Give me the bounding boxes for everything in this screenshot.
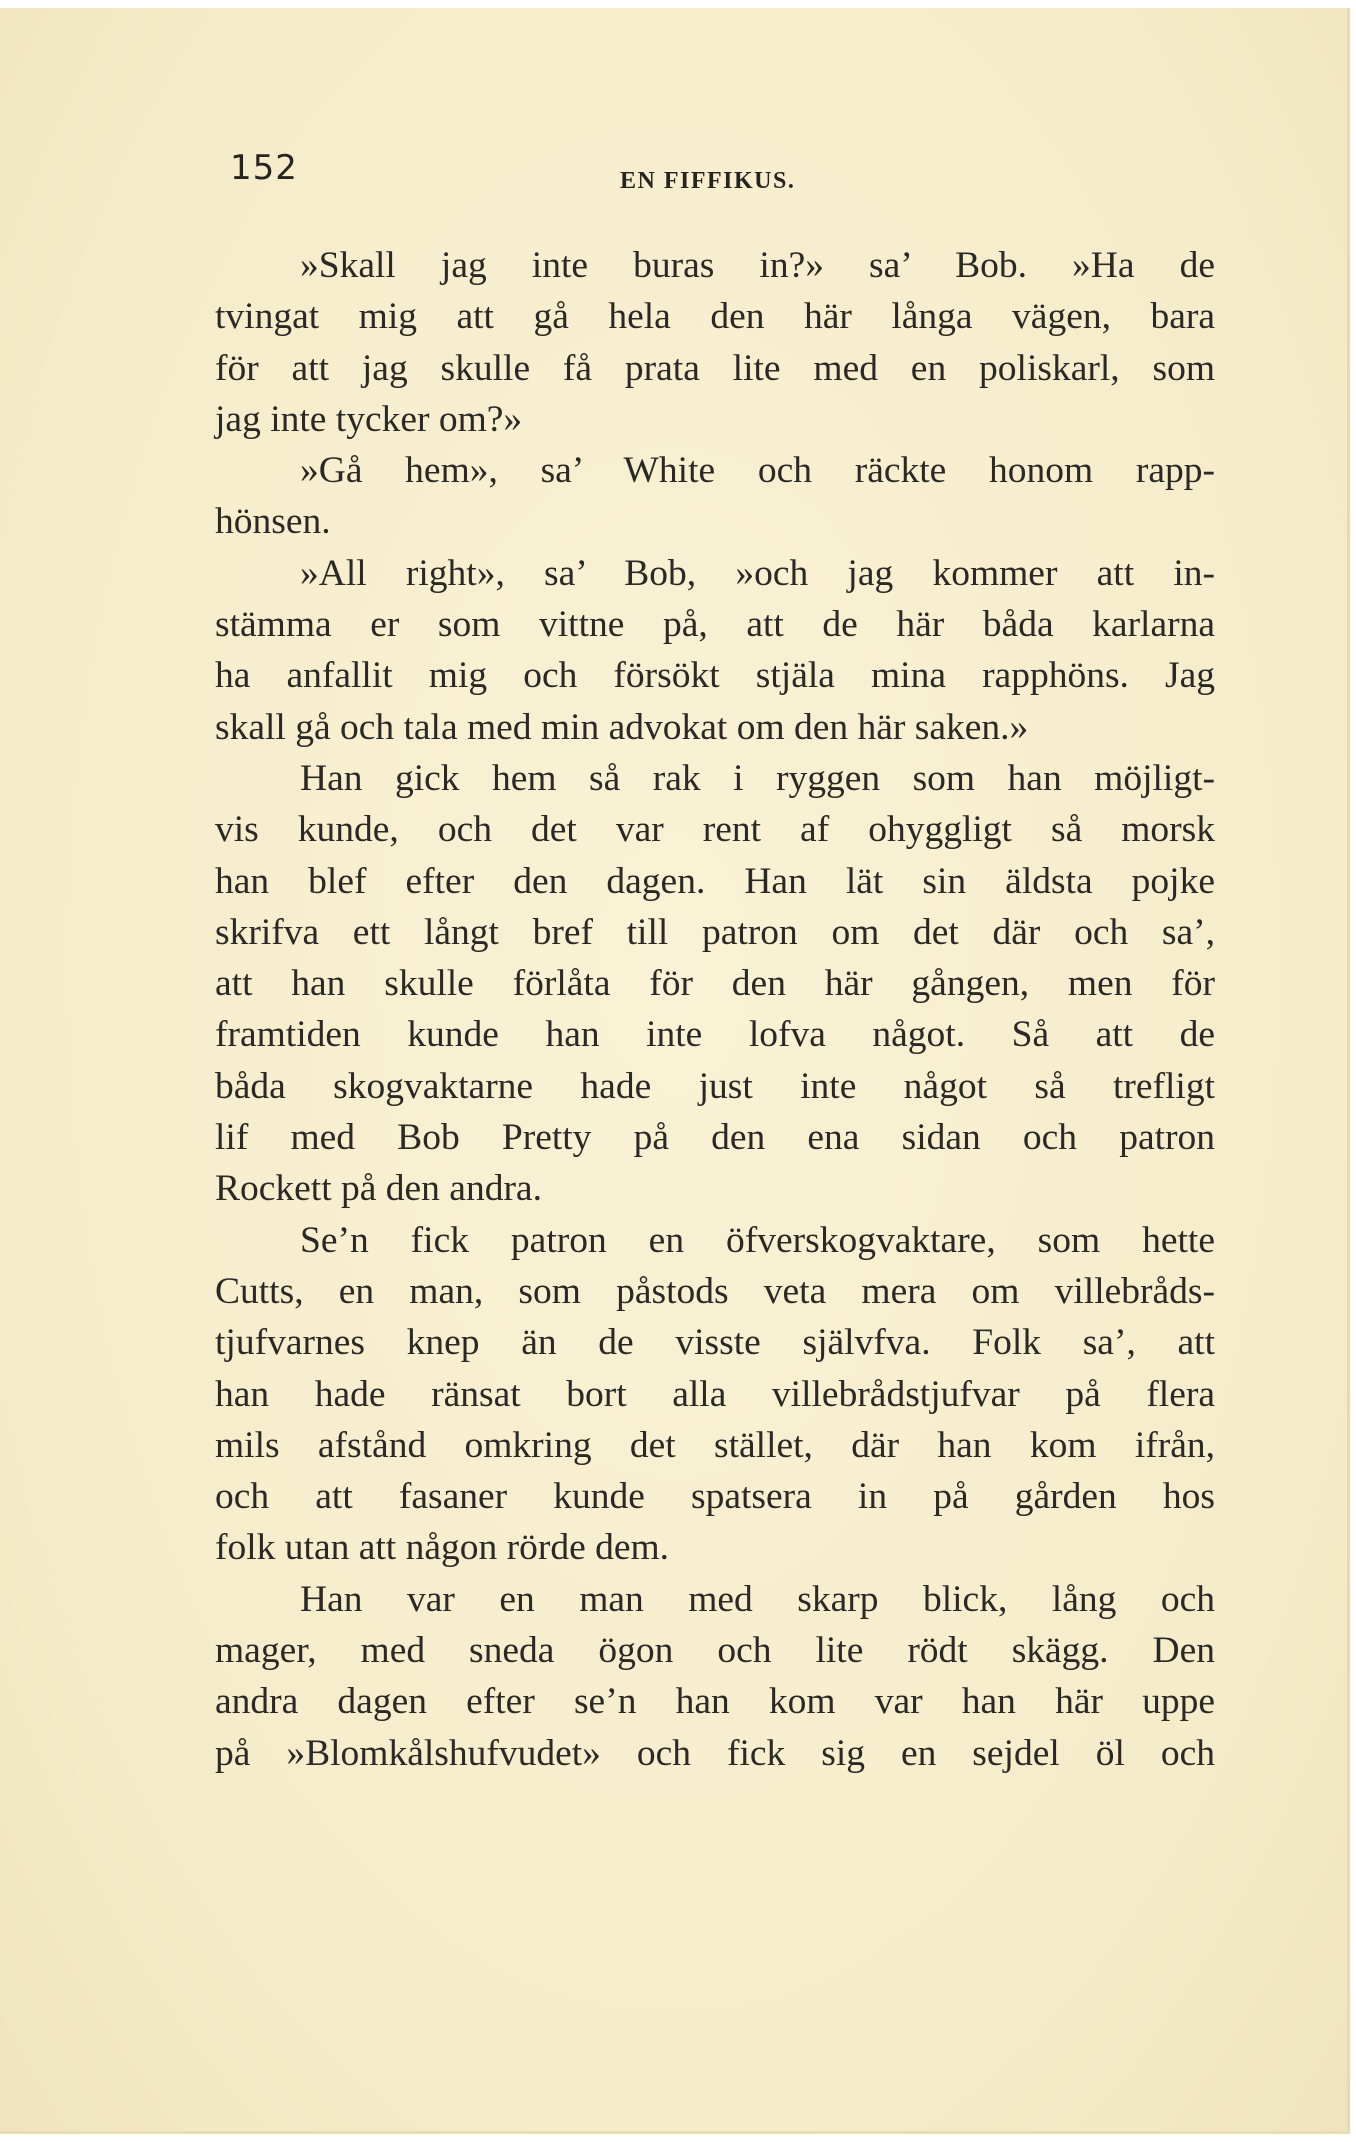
text-line: skall gå och tala med min advokat om den här saken.» xyxy=(215,706,1029,748)
book-page xyxy=(0,8,1350,2134)
text-line: mager, med sneda ögon och lite rödt skägg. Den xyxy=(215,1630,1215,1672)
text-line: stämma er som vittne på, att de här båda karlarna xyxy=(215,604,1215,646)
text-line: lif med Bob Pretty på den ena sidan och patron xyxy=(215,1117,1215,1159)
text-line: Han gick hem så rak i ryggen som han möjligt- xyxy=(300,757,1215,799)
text-line: tvingat mig att gå hela den här långa vägen, bara xyxy=(215,296,1215,338)
text-line: »Skall jag inte buras in?» sa’ Bob. »Ha de xyxy=(300,245,1215,286)
text-line: han hade ränsat bort alla villebrådstjufvar på flera xyxy=(215,1373,1215,1415)
body-text xyxy=(215,240,1215,1779)
text-line: att han skulle förlåta för den här gången, men för xyxy=(215,963,1215,1005)
page-header xyxy=(0,148,1347,208)
text-line: han blef efter den dagen. Han lät sin äldsta pojke xyxy=(215,860,1215,902)
text-line: Se’n fick patron en öfverskogvaktare, som hette xyxy=(300,1219,1215,1261)
page-number: 152 xyxy=(230,148,298,188)
text-line: hönsen. xyxy=(215,501,331,543)
text-line: mils afstånd omkring det stället, där han kom ifrån, xyxy=(215,1424,1215,1466)
text-line: jag inte tycker om?» xyxy=(215,398,523,440)
text-line: ha anfallit mig och försökt stjäla mina rapphöns. Jag xyxy=(215,655,1215,697)
text-line: Rockett på den andra. xyxy=(215,1168,542,1210)
text-line: Han var en man med skarp blick, lång och xyxy=(300,1578,1215,1620)
text-line: och att fasaner kunde spatsera in på gården hos xyxy=(215,1476,1215,1518)
text-line: för att jag skulle få prata lite med en poliskarl, som xyxy=(215,347,1215,389)
text-line: »Gå hem», sa’ White och räckte honom rapp- xyxy=(300,450,1215,492)
text-line: folk utan att någon rörde dem. xyxy=(215,1527,670,1569)
text-line: andra dagen efter se’n han kom var han här uppe xyxy=(215,1681,1215,1723)
text-line: på »Blomkålshufvudet» och fick sig en sejdel öl och xyxy=(215,1732,1215,1774)
running-head: EN FIFFIKUS. xyxy=(620,168,796,194)
text-line: »All right», sa’ Bob, »och jag kommer att in- xyxy=(300,552,1215,594)
text-line: vis kunde, och det var rent af ohyggligt så morsk xyxy=(215,809,1215,851)
text-line: båda skogvaktarne hade just inte något så trefligt xyxy=(215,1065,1215,1107)
text-line: skrifva ett långt bref till patron om det där och sa’, xyxy=(215,911,1215,953)
text-line: tjufvarnes knep än de visste självfva. Folk sa’, att xyxy=(215,1322,1215,1364)
text-line: Cutts, en man, som påstods veta mera om villebråds- xyxy=(215,1270,1215,1312)
text-line: framtiden kunde han inte lofva något. Så att de xyxy=(215,1014,1215,1056)
